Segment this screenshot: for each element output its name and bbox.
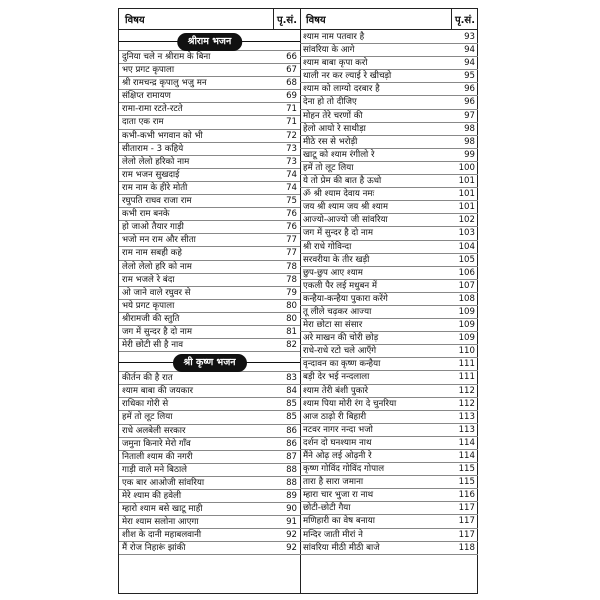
entry-page-number: 105 — [458, 254, 475, 265]
toc-entry[interactable] — [300, 280, 478, 293]
entry-page-number: 99 — [464, 149, 475, 160]
entry-page-number: 83 — [286, 373, 297, 384]
entry-page-number: 117 — [458, 516, 475, 527]
entry-title: छुप-छुप आए श्याम — [303, 267, 363, 278]
toc-entry[interactable] — [300, 57, 478, 70]
entry-page-number: 101 — [458, 189, 475, 200]
toc-entry[interactable] — [300, 44, 478, 57]
entry-title: वृन्दावन का कृष्ण कन्हैया — [303, 359, 381, 370]
entry-page-number: 74 — [286, 169, 297, 180]
section-heading — [119, 352, 300, 372]
toc-entry[interactable] — [119, 195, 300, 208]
toc-entry[interactable] — [300, 306, 478, 319]
header-title: विषय — [306, 15, 326, 26]
entry-title: भए प्रगट कृपाला — [122, 65, 175, 76]
toc-entry[interactable] — [119, 438, 300, 451]
entry-page-number: 100 — [458, 162, 475, 173]
entry-page-number: 96 — [464, 97, 475, 108]
table-of-contents — [118, 8, 478, 594]
toc-entry[interactable] — [119, 451, 300, 464]
entry-title: शीश के दानी महाबलवानी — [122, 530, 202, 541]
entry-title: ओ जाने वाले रघुवर से — [122, 287, 191, 298]
entry-title: म्हारो श्याम बसे खाटू माही — [122, 504, 203, 515]
entry-page-number: 108 — [458, 293, 475, 304]
toc-entry[interactable] — [119, 130, 300, 143]
entry-title: श्याम तेरी बंशी पुकारे — [303, 385, 369, 396]
toc-entry[interactable] — [300, 332, 478, 345]
toc-entry[interactable] — [300, 123, 478, 136]
entry-page-number: 101 — [458, 176, 475, 187]
toc-entry[interactable] — [300, 227, 478, 240]
entry-title: मन्दिर जाती मीरां ने — [303, 529, 363, 540]
toc-entry[interactable] — [119, 143, 300, 156]
entry-page-number: 112 — [458, 385, 475, 396]
entry-title: सीताराम - 3 कहिये — [122, 143, 184, 154]
toc-entry[interactable] — [300, 70, 478, 83]
entry-title: सांवरिया के आगे — [303, 45, 355, 56]
toc-entry[interactable] — [300, 31, 478, 44]
toc-entry[interactable] — [300, 293, 478, 306]
toc-entry[interactable] — [300, 319, 478, 332]
toc-entry[interactable] — [119, 529, 300, 542]
entry-title: जय श्री श्याम जय श्री श्याम — [303, 202, 389, 213]
column-header — [300, 9, 478, 30]
entry-title: मेरा छोटा सा संसार — [303, 320, 363, 331]
toc-entry[interactable] — [300, 175, 478, 188]
entry-page-number: 89 — [286, 491, 297, 501]
toc-entry[interactable] — [119, 103, 300, 116]
toc-entry[interactable] — [119, 300, 300, 313]
entry-title: हमें तो लूट लिया — [122, 412, 173, 423]
entry-page-number: 110 — [458, 346, 475, 357]
entry-page-number: 78 — [286, 261, 297, 272]
toc-entry[interactable] — [300, 463, 478, 476]
entry-title: ये तो प्रेम की बात है ऊधो — [303, 176, 382, 187]
entry-page-number: 107 — [458, 280, 475, 291]
entry-title: संक्षिप्त रामायण — [122, 91, 171, 102]
toc-entry[interactable] — [300, 398, 478, 411]
entry-title: कभी राम बनके — [122, 209, 170, 220]
entry-page-number: 85 — [286, 399, 297, 410]
entry-title: हेलो आयो रे साथीड़ा — [303, 123, 366, 134]
entry-title: श्याम बाबा कृपा करो — [303, 58, 368, 69]
entry-title: नटवर नागर नन्दा भजो — [303, 424, 373, 435]
entry-page-number: 111 — [458, 372, 475, 383]
entry-page-number: 117 — [458, 503, 475, 514]
entry-title: श्याम पिया मोरी रंग दे चुनरिया — [303, 398, 397, 409]
entry-title: देना हो तो दीजिए — [303, 97, 357, 108]
entry-page-number: 80 — [286, 313, 297, 324]
entry-page-number: 80 — [286, 300, 297, 311]
entry-title: जमुना किनारे मेरो गाँव — [122, 438, 191, 449]
toc-entry[interactable] — [300, 345, 478, 358]
entry-page-number: 82 — [286, 340, 297, 351]
entry-page-number: 77 — [286, 248, 297, 259]
toc-entry[interactable] — [300, 267, 478, 280]
toc-entry[interactable] — [119, 287, 300, 300]
toc-entry[interactable] — [119, 234, 300, 247]
header-page-label: पृ.सं. — [454, 15, 475, 26]
toc-entry[interactable] — [300, 450, 478, 463]
entry-page-number: 95 — [464, 71, 475, 82]
entry-page-number: 112 — [458, 398, 475, 409]
entry-page-number: 104 — [458, 241, 475, 252]
entry-page-number: 74 — [286, 182, 297, 193]
entry-page-number: 87 — [286, 451, 297, 462]
toc-entry[interactable] — [119, 385, 300, 398]
toc-entry[interactable] — [300, 214, 478, 227]
entry-page-number: 73 — [286, 143, 297, 154]
entry-page-number: 88 — [286, 464, 297, 475]
toc-entry[interactable] — [119, 425, 300, 438]
toc-left-rows — [119, 31, 300, 555]
toc-entry[interactable] — [119, 182, 300, 195]
entry-page-number: 109 — [458, 306, 475, 317]
entry-page-number: 114 — [458, 451, 475, 461]
header-page-label: पृ.सं. — [276, 15, 297, 26]
entry-title: खाटू को श्याम रंगीलो रे — [303, 149, 375, 160]
entry-title: मोहन तेरे चरणों की — [303, 110, 363, 121]
entry-title: राधिका गोरी से — [122, 399, 169, 410]
entry-page-number: 111 — [458, 359, 475, 370]
toc-entry[interactable] — [300, 83, 478, 96]
toc-entry[interactable] — [300, 476, 478, 489]
entry-title: राम नाम के हीरे मोती — [122, 182, 188, 193]
entry-page-number: 86 — [286, 438, 297, 449]
toc-entry[interactable] — [300, 254, 478, 267]
entry-page-number: 79 — [286, 287, 297, 298]
entry-page-number: 97 — [464, 110, 475, 121]
entry-page-number: 77 — [286, 235, 297, 246]
entry-title: लेलो लेलो हरिको नाम — [122, 156, 190, 167]
entry-title: भये प्रगट कृपाला — [122, 300, 175, 311]
toc-left-column — [119, 9, 301, 593]
entry-title: मेरे श्याम की हवेली — [122, 491, 182, 501]
toc-entry[interactable] — [300, 542, 478, 555]
header-title: विषय — [125, 15, 145, 26]
toc-entry[interactable] — [119, 116, 300, 129]
toc-entry[interactable] — [119, 274, 300, 287]
entry-title: सरवरीया के तीर खड़ी — [303, 254, 370, 265]
entry-page-number: 115 — [458, 477, 475, 488]
toc-entry[interactable] — [119, 339, 300, 352]
entry-title: राधे-राधे रटो चले आएँगे — [303, 346, 377, 357]
entry-title: हो जाओ तैयार गाड़ी — [122, 222, 184, 233]
entry-page-number: 86 — [286, 425, 297, 436]
column-header — [119, 9, 300, 30]
entry-title: जग में सुन्दर है दो नाम — [122, 326, 193, 337]
entry-title: सांवरिया मीठी मीठी बाजे — [303, 542, 380, 553]
entry-title: रामा-रामा रटते-रटते — [122, 104, 183, 115]
toc-entry[interactable] — [300, 241, 478, 254]
toc-entry[interactable] — [300, 358, 478, 371]
toc-entry[interactable] — [300, 136, 478, 149]
entry-title: जग में सुन्दर है दो नाम — [303, 228, 374, 239]
entry-page-number: 81 — [286, 326, 297, 337]
toc-entry[interactable] — [119, 261, 300, 274]
entry-page-number: 102 — [458, 215, 475, 226]
toc-entry[interactable] — [300, 489, 478, 502]
entry-title: श्याम को लाग्यो दरबार है — [303, 84, 380, 95]
entry-page-number: 71 — [286, 117, 297, 128]
entry-page-number: 92 — [286, 530, 297, 541]
entry-title: राम नाम सबही कहे — [122, 248, 182, 259]
entry-title: कभी-कभी भगवान को भी — [122, 130, 203, 141]
toc-entry[interactable] — [119, 542, 300, 555]
entry-page-number: 69 — [286, 91, 297, 102]
entry-title: मेरा श्याम सलोना आएगा — [122, 517, 199, 528]
entry-title: मेरी छोटी सी है नाव — [122, 340, 183, 351]
toc-entry[interactable] — [300, 411, 478, 424]
toc-entry[interactable] — [119, 313, 300, 326]
toc-entry[interactable] — [300, 201, 478, 214]
entry-title: श्याम नाम पतवार है — [303, 32, 365, 42]
entry-title: आज्यो-आज्यो जी सांवरिया — [303, 215, 388, 226]
toc-entry[interactable] — [300, 110, 478, 123]
entry-page-number: 78 — [286, 274, 297, 285]
toc-right-column — [300, 9, 478, 593]
entry-title: राम भजले रे बंदा — [122, 274, 175, 285]
toc-entry[interactable] — [119, 51, 300, 64]
entry-title: कृष्ण गोविंद गोविंद गोपाल — [303, 464, 385, 475]
entry-page-number: 109 — [458, 333, 475, 344]
toc-entry[interactable] — [119, 247, 300, 260]
toc-entry[interactable] — [119, 90, 300, 103]
entry-page-number: 88 — [286, 477, 297, 488]
entry-page-number: 98 — [464, 123, 475, 134]
entry-title: कीर्तन की है रात — [122, 373, 173, 384]
entry-title: एक बार आओजी सांवरिया — [122, 477, 205, 488]
toc-entry[interactable] — [119, 411, 300, 424]
toc-entry[interactable] — [300, 515, 478, 528]
toc-entry[interactable] — [300, 424, 478, 437]
entry-page-number: 76 — [286, 209, 297, 220]
entry-title: श्याम बाबा की जयकार — [122, 386, 193, 397]
entry-title: मैंने ओढ़ लई ओढ़नी रे — [303, 451, 372, 461]
toc-entry[interactable] — [300, 529, 478, 542]
entry-page-number: 85 — [286, 412, 297, 423]
toc-entry[interactable] — [119, 208, 300, 221]
entry-title: दुनिया चले न श्रीराम के बिना — [122, 52, 211, 62]
entry-title: म्हारा चार भुजा रा नाथ — [303, 490, 374, 501]
entry-title: बड़ी देर भई नन्दलाला — [303, 372, 370, 383]
toc-entry[interactable] — [119, 326, 300, 339]
entry-title: दाता एक राम — [122, 117, 164, 128]
entry-title: गाड़ी वाले मने बिठाले — [122, 464, 188, 475]
entry-title: भजो मन राम और सीता — [122, 235, 196, 246]
entry-title: कन्हैया-कन्हैया पुकारा करेंगे — [303, 293, 388, 304]
entry-title: मीठे रस से भरोड़ी — [303, 136, 358, 147]
entry-page-number: 68 — [286, 78, 297, 89]
entry-page-number: 75 — [286, 196, 297, 207]
toc-entry[interactable] — [119, 169, 300, 182]
entry-title: रघुपति राघव राजा राम — [122, 196, 192, 207]
toc-entry[interactable] — [119, 77, 300, 90]
entry-title: छोटी-छोटी गैया — [303, 503, 351, 514]
entry-title: दर्शन दो घनश्याम नाथ — [303, 437, 372, 448]
entry-title: श्रीरामजी की स्तुति — [122, 313, 180, 324]
entry-title: तू लीले चढ़कर आज्या — [303, 306, 372, 317]
entry-title: अरे माखन की चोरी छोड़ — [303, 333, 379, 344]
toc-entry[interactable] — [300, 385, 478, 398]
entry-page-number: 72 — [286, 130, 297, 141]
entry-title: थाली नर कर ल्याई रे खीचड़ो — [303, 71, 392, 82]
toc-entry[interactable] — [300, 502, 478, 515]
entry-page-number: 118 — [458, 542, 475, 553]
entry-page-number: 115 — [458, 464, 475, 475]
entry-page-number: 96 — [464, 84, 475, 95]
header-divider — [451, 9, 452, 29]
entry-page-number: 94 — [464, 45, 475, 56]
entry-title: राम भजन सुखदाई — [122, 169, 180, 180]
entry-page-number: 76 — [286, 222, 297, 233]
entry-page-number: 67 — [286, 65, 297, 76]
entry-page-number: 114 — [458, 437, 475, 448]
header-divider — [273, 9, 274, 29]
entry-page-number: 101 — [458, 202, 475, 213]
toc-entry[interactable] — [300, 371, 478, 384]
entry-page-number: 92 — [286, 543, 297, 554]
entry-title: श्री राधे गोविन्दा — [303, 241, 352, 252]
entry-title: राधे अलबेली सरकार — [122, 425, 186, 436]
toc-entry[interactable] — [119, 64, 300, 77]
entry-page-number: 93 — [464, 32, 475, 42]
toc-entry[interactable] — [119, 221, 300, 234]
entry-page-number: 66 — [286, 52, 297, 62]
section-heading — [119, 31, 300, 51]
entry-title: श्री रामचन्द्र कृपालु भजु मन — [122, 78, 207, 89]
entry-page-number: 113 — [458, 424, 475, 435]
toc-entry[interactable] — [300, 437, 478, 450]
toc-entry[interactable] — [119, 398, 300, 411]
entry-page-number: 94 — [464, 58, 475, 69]
toc-entry[interactable] — [119, 156, 300, 169]
toc-entry[interactable] — [300, 149, 478, 162]
toc-entry[interactable] — [119, 490, 300, 503]
entry-title: मणिहारी का वेष बनाया — [303, 516, 375, 527]
toc-entry[interactable] — [119, 503, 300, 516]
toc-entry[interactable] — [119, 372, 300, 385]
entry-page-number: 90 — [286, 504, 297, 515]
entry-page-number: 109 — [458, 320, 475, 331]
section-title: श्रीराम भजन — [177, 33, 243, 51]
entry-page-number: 103 — [458, 228, 475, 239]
entry-title: ॐ श्री श्याम देवाय नमः — [303, 189, 375, 200]
section-title: श्री कृष्ण भजन — [172, 354, 246, 372]
entry-page-number: 117 — [458, 529, 475, 540]
entry-page-number: 71 — [286, 104, 297, 115]
entry-page-number: 98 — [464, 136, 475, 147]
toc-entry[interactable] — [300, 96, 478, 109]
entry-title: लेलो लेलो हरि को नाम — [122, 261, 192, 272]
entry-page-number: 84 — [286, 386, 297, 397]
entry-title: निताली श्याम की नगरी — [122, 451, 193, 462]
toc-entry[interactable] — [119, 477, 300, 490]
entry-page-number: 73 — [286, 156, 297, 167]
entry-title: हमें तो लूट लिया — [303, 162, 354, 173]
toc-entry[interactable] — [300, 188, 478, 201]
toc-entry[interactable] — [300, 162, 478, 175]
entry-title: एकली पैर लई मधुबन में — [303, 280, 378, 291]
entry-page-number: 116 — [458, 490, 475, 501]
entry-title: तारा है सारा जमाना — [303, 477, 364, 488]
toc-entry[interactable] — [119, 464, 300, 477]
toc-right-rows — [300, 31, 478, 555]
entry-title: मैं रोज निहारूं झांकी — [122, 543, 186, 554]
entry-title: आज ठाढ़ो री बिहारी — [303, 411, 367, 422]
toc-entry[interactable] — [119, 516, 300, 529]
entry-page-number: 91 — [286, 517, 297, 528]
entry-page-number: 106 — [458, 267, 475, 278]
entry-page-number: 113 — [458, 411, 475, 422]
